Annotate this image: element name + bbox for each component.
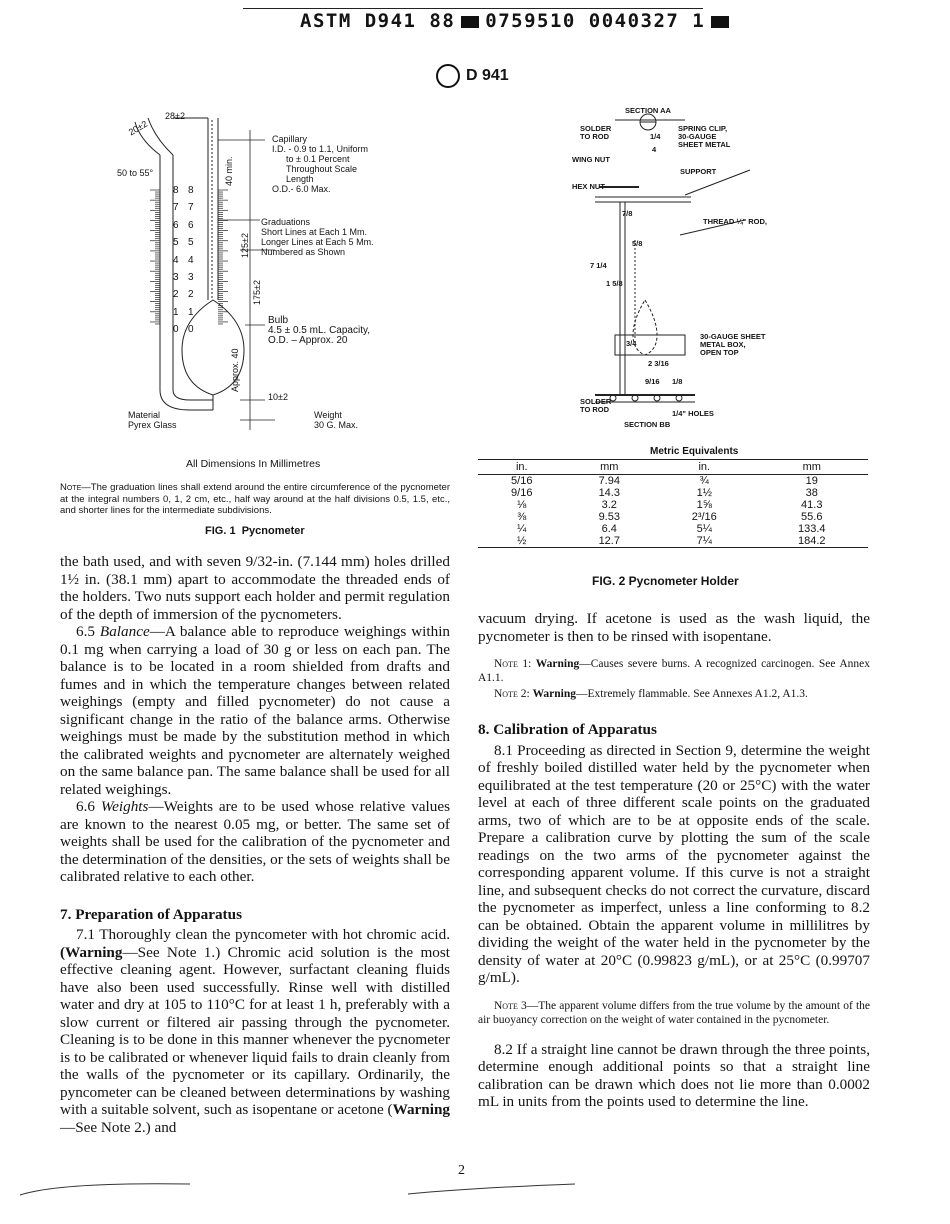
fig1-weight: Weight bbox=[314, 410, 342, 420]
fig2-dim-4: 4 bbox=[652, 145, 657, 154]
balance-term: Balance bbox=[99, 623, 150, 640]
metric-header-cell: in. bbox=[653, 460, 755, 475]
para-7-1-c: —See Note 2.) and bbox=[60, 1118, 177, 1136]
left-para-balance bbox=[60, 623, 450, 798]
para-7-1-b: —See Note 1.) Chromic acid solution is the most effective cleaning agent. However, surfactant cleaning fluids have also been used successfully. Rinse well with distilled water and dry at 105 to 110°C for at least 1 h, preferably with a slow current or filtered air passing through the pycnometer. Cleaning is to be done in this manner whenever the pycnometer is to be calibrated or whenever liquid fails to drain cleanly from the walls of the pycnometer or its capillary. Ordinarily, the pyncometer can be cleaned between determinations by washing with a suitable solvent, such as isopentane or acetone ( bbox=[60, 943, 450, 1118]
note-3-label: Note 3 bbox=[494, 999, 527, 1012]
fig2-to-rod-top: TO ROD bbox=[580, 132, 610, 141]
fig2-thread-rod: THREAD ¼" ROD, bbox=[703, 217, 767, 226]
metric-cell: 5/16 bbox=[511, 475, 533, 487]
fig2-holes: 1/4" HOLES bbox=[672, 409, 714, 418]
left-spacer bbox=[60, 886, 450, 906]
weights-num: 6.6 bbox=[76, 798, 95, 815]
note-1 bbox=[478, 657, 870, 685]
para-7-1-warning: (Warning bbox=[60, 943, 123, 961]
fig1-material-block bbox=[128, 410, 177, 430]
metric-row bbox=[478, 511, 868, 523]
fig2-to-rod-bottom: TO ROD bbox=[580, 405, 610, 414]
metric-cell: 133.4 bbox=[797, 523, 826, 535]
fig1-capillary-id: I.D. - 0.9 to 1.1, Uniform bbox=[272, 144, 369, 154]
fig1-angle1: 20±2 bbox=[126, 118, 150, 138]
fig2-solder-bottom: SOLDER bbox=[580, 397, 612, 406]
header-block-1 bbox=[461, 16, 479, 28]
right-scale-number: 4 bbox=[188, 254, 194, 266]
metric-cell: 184.2 bbox=[755, 535, 868, 548]
fig2-section-bb: SECTION BB bbox=[624, 420, 671, 429]
fig1-note bbox=[60, 482, 450, 517]
header-block-2 bbox=[711, 16, 729, 28]
fig2-sheet-box-block bbox=[700, 333, 765, 357]
fig1-bulb-od: O.D. – Approx. 20 bbox=[268, 335, 348, 346]
fig1-approx40: Approx. 40 bbox=[230, 348, 240, 392]
left-column bbox=[60, 553, 450, 1136]
metric-cell: ¼ bbox=[517, 523, 527, 535]
fig2-solder-top-block bbox=[580, 125, 611, 141]
notes-block bbox=[478, 657, 870, 701]
metric-header-cell: mm bbox=[755, 460, 868, 475]
fig2-dim-1-8: 1/8 bbox=[672, 377, 683, 386]
metric-cell: ¾ bbox=[699, 475, 709, 487]
right-para-8-2: 8.2 If a straight line cannot be drawn through the three points, determine enough additional points so that a straight line calibration can be drawn which does not lie more than 0.0002 mL in units from the points used to determine the line. bbox=[478, 1040, 870, 1110]
fig1-bulb-block bbox=[268, 316, 370, 346]
left-scale-number: 5 bbox=[173, 237, 179, 249]
balance-text: —A balance able to reproduce weighings within 0.1 mg when carrying a load of 30 g or less on each pan. The balance is to be located in a room shielded from drafts and fumes and in which the temperature changes between related weighings (empty and filled pycnometer) do not cause a significant change in the ratio of the balance arms. Otherwise weighings must be made by the substitution method in which the calibrated weights and pycnometer are alternately weighed on the same balance pan. The same balance shall be used for all related weighings. bbox=[60, 623, 451, 798]
right-para-8-1: 8.1 Proceeding as directed in Section 9, determine the weight of freshly boiled distilled water held by the pycnometer when equilibrated at the test temperature (20 or 25°C) with the water level at each of three different scale points on the graduated arms, two of which are to be at opposite ends of the scale. Prepare a calibration curve by plotting the sum of the scale readings on the two arms of the pycnometer against the corresponding apparent volume. If this curve is not a straight line, and subsequent checks do not correct the curvature, discard the pycnometer as imperfect, unless a line conforming to 8.2 can be obtained. Obtain the apparent volume in millilitres by dividing the weight of the water held in the pycnometer by the density of water at 20°C (0.99823 g/mL), or at 25°C (0.99707 g/mL). bbox=[478, 741, 870, 986]
left-scale-number: 4 bbox=[173, 254, 179, 266]
fig1-dim-40min: 40 min. bbox=[224, 156, 234, 186]
metric-header-row bbox=[478, 460, 868, 475]
metric-cell: 3.2 bbox=[601, 499, 617, 511]
footer-scribbles bbox=[0, 1170, 950, 1210]
right-scale-number: 8 bbox=[188, 185, 194, 196]
metric-cell: 1⅝ bbox=[696, 499, 712, 511]
fig2-spring-clip-block bbox=[678, 125, 730, 149]
note-1-text: —Causes severe burns. A recognized carcinogen. See Annex A1.1. bbox=[478, 658, 870, 684]
metric-header-cell: in. bbox=[478, 460, 566, 475]
note-3-block bbox=[478, 999, 870, 1027]
fig2-dim-7-8: 7/8 bbox=[622, 209, 633, 218]
metric-cell: 55.6 bbox=[801, 511, 823, 523]
fig1-weight-val: 30 G. Max. bbox=[314, 420, 359, 430]
metric-header-cell: mm bbox=[566, 460, 654, 475]
left-scale-number: 8 bbox=[173, 185, 179, 196]
fig2-solder-top: SOLDER bbox=[580, 124, 612, 133]
weights-text: —Weights are to be used whose relative values are known to the nearest 0.05 mg, or better. The same set of weights shall be used for the calibration of the pycnometer and the determination of the densities, or the sets of weights shall be calibrated relative to each other. bbox=[60, 798, 451, 885]
fig1-capillary-block bbox=[272, 134, 368, 194]
fig2-solder-bottom-block bbox=[580, 398, 611, 414]
fig1-graduations-block bbox=[261, 217, 374, 257]
fig2-section-aa: SECTION AA bbox=[625, 106, 671, 115]
left-scale-number: 2 bbox=[173, 289, 179, 301]
fig2-sheet-box2: METAL BOX, bbox=[700, 340, 746, 349]
metric-row bbox=[478, 487, 868, 499]
right-scale-number: 6 bbox=[188, 219, 194, 231]
left-scale-number: 3 bbox=[173, 272, 179, 283]
metric-cell: 9/16 bbox=[511, 487, 533, 499]
fig1-dim-125: 125±2 bbox=[240, 233, 250, 258]
fig1-dim-175: 175±2 bbox=[252, 280, 262, 305]
metric-cell: 6.4 bbox=[601, 523, 617, 535]
fig1-caption-prefix: FIG. 1 bbox=[205, 525, 236, 537]
metric-cell: ½ bbox=[478, 535, 566, 548]
fig2-gauge30: 30-GAUGE bbox=[678, 132, 717, 141]
right-scale-number: 2 bbox=[188, 289, 194, 301]
right-spacer bbox=[478, 703, 870, 721]
fig2-dim-2-3-16: 2 3/16 bbox=[648, 359, 669, 368]
para-7-1-a: 7.1 Thoroughly clean the pyncometer with hot chromic acid. bbox=[76, 926, 450, 943]
balance-num: 6.5 bbox=[76, 623, 95, 640]
fig1-capillary-scale: Throughout Scale bbox=[286, 164, 358, 174]
metric-table bbox=[478, 459, 868, 548]
fig1-bulb: Bulb bbox=[268, 315, 289, 326]
fig2-wing-nut: WING NUT bbox=[572, 155, 610, 164]
metric-cell: 19 bbox=[805, 475, 818, 487]
metric-cell: ⅜ bbox=[517, 511, 527, 523]
fig2-dim-7-1-4: 7 1/4 bbox=[590, 261, 607, 270]
header-code-left: ASTM D941 88 bbox=[300, 10, 456, 32]
fig1-grad-num: Numbered as Shown bbox=[261, 247, 346, 257]
right-para-1: vacuum drying. If acetone is used as the wash liquid, the pycnometer is then to be rinsed with isopentane. bbox=[478, 610, 870, 645]
metric-row bbox=[478, 499, 868, 511]
fig1-weight-block bbox=[314, 410, 358, 430]
fig2-sheet-box3: OPEN TOP bbox=[700, 348, 739, 357]
fig2-diagram bbox=[575, 100, 805, 430]
metric-cell: 14.3 bbox=[598, 487, 620, 499]
header-code-right: 0759510 0040327 1 bbox=[485, 10, 706, 32]
fig2-sheet-metal: SHEET METAL bbox=[678, 140, 731, 149]
fig2-spring-clip: SPRING CLIP, bbox=[678, 124, 728, 133]
metric-cell: 38 bbox=[805, 487, 818, 499]
left-scale-number: 1 bbox=[173, 306, 179, 318]
metric-cell: 12.7 bbox=[566, 535, 654, 548]
fig2-support: SUPPORT bbox=[680, 167, 717, 176]
fig1-material-val: Pyrex Glass bbox=[128, 420, 177, 430]
fig1-capillary: Capillary bbox=[272, 134, 308, 144]
section-8-heading: 8. Calibration of Apparatus bbox=[478, 721, 657, 738]
header-rule bbox=[243, 8, 703, 9]
metric-row bbox=[478, 475, 868, 488]
note-2-text: —Extremely flammable. See Annexes A1.2, A1.3. bbox=[576, 688, 808, 700]
fig2-dim-1-4: 1/4 bbox=[650, 132, 661, 141]
note-2 bbox=[478, 687, 870, 701]
fig1-note-prefix: Note bbox=[60, 482, 82, 493]
note-1-label: Note 1: bbox=[494, 658, 532, 670]
fig1-capillary-od: O.D.- 6.0 Max. bbox=[272, 184, 331, 194]
metric-cell: 5¼ bbox=[696, 523, 712, 535]
section-7-heading: 7. Preparation of Apparatus bbox=[60, 905, 242, 923]
header-code bbox=[300, 10, 735, 32]
fig2-dim-9-16: 9/16 bbox=[645, 377, 660, 386]
metric-cell: 2³/16 bbox=[691, 511, 717, 523]
metric-title: Metric Equivalents bbox=[650, 446, 739, 457]
right-scale-number: 7 bbox=[188, 202, 194, 214]
bottom-connector-2 bbox=[173, 390, 213, 400]
fig1-angle2: 50 to 55° bbox=[117, 168, 154, 178]
para-7-1-warning-2: Warning bbox=[392, 1101, 450, 1118]
metric-row bbox=[478, 523, 868, 535]
fig2-dim-3-4: 3/4 bbox=[626, 339, 637, 348]
page-number: 2 bbox=[458, 1163, 465, 1178]
designation-text: D 941 bbox=[466, 67, 509, 85]
right-scale-number: 0 bbox=[188, 324, 194, 336]
right-scale-number: 1 bbox=[188, 306, 194, 318]
left-para-1: the bath used, and with seven 9/32-in. (7.144 mm) holes drilled 1½ in. (38.1 mm) apart to accommodate the threaded ends of the holders. Two nuts support each holder and permit regulation of the depth of immersion of the pycnometers. bbox=[60, 553, 450, 623]
fig1-graduations: Graduations bbox=[261, 217, 311, 227]
right-column bbox=[478, 610, 870, 1111]
fig1-material: Material bbox=[128, 410, 161, 420]
note-1-warning: Warning bbox=[535, 658, 580, 670]
fig1-caption-title: Pycnometer bbox=[241, 525, 305, 537]
fig1-caption bbox=[205, 525, 305, 537]
fig1-grad-long: Longer Lines at Each 5 Mm. bbox=[261, 237, 374, 247]
note-2-label: Note 2: bbox=[494, 688, 530, 700]
note-3-text: —The apparent volume differs from the true volume by the amount of the air buoyancy correction on the weight of water contained in the pycnometer. bbox=[478, 999, 870, 1026]
metric-cell: 7.94 bbox=[598, 475, 620, 487]
metric-cell: 1½ bbox=[696, 487, 712, 499]
right-scale-number: 5 bbox=[188, 237, 194, 249]
fig2-sheet-box1: 30-GAUGE SHEET bbox=[700, 332, 766, 341]
fig1-bulb-cap: 4.5 ± 0.5 mL. Capacity, bbox=[268, 325, 371, 336]
left-arm-bend-2 bbox=[148, 118, 173, 155]
left-para-7-1 bbox=[60, 926, 450, 1136]
fig2-dim-5-8: 5/8 bbox=[632, 239, 643, 248]
metric-cell: 41.3 bbox=[801, 499, 823, 511]
fig2-dim-1-5-8: 1 5/8 bbox=[606, 279, 623, 288]
astm-logo-icon bbox=[436, 64, 460, 88]
note-3 bbox=[478, 999, 870, 1027]
metric-cell: 7¼ bbox=[653, 535, 755, 548]
fig1-capillary-tol: to ± 0.1 Percent bbox=[286, 154, 350, 164]
metric-cell: 9.53 bbox=[598, 511, 620, 523]
fig1-capillary-len: Length bbox=[286, 174, 314, 184]
metric-row bbox=[478, 535, 868, 548]
designation bbox=[436, 64, 509, 88]
metric-cell: ⅛ bbox=[517, 499, 527, 511]
fig2-hex-nut: HEX NUT bbox=[572, 182, 605, 191]
fig1-note-text: —The graduation lines shall extend around the entire circumference of the pycnometer at the integral numbers 0, 1, 2 cm, etc., half way around at the half divisions 0.5, 1.5, etc., and shorter lines for the intermediate subdivisions. bbox=[60, 482, 450, 516]
left-scale-number: 6 bbox=[173, 219, 179, 231]
left-scale-number: 7 bbox=[173, 202, 179, 214]
right-scale-number: 3 bbox=[188, 272, 194, 283]
weights-term: Weights bbox=[100, 798, 149, 815]
left-para-weights bbox=[60, 798, 450, 886]
fig1-top-dim: 28±2 bbox=[165, 111, 185, 121]
fig1-grad-short: Short Lines at Each 1 Mm. bbox=[261, 227, 368, 237]
fig1-dims-note: All Dimensions In Millimetres bbox=[186, 458, 321, 470]
fig1-dim-10: 10±2 bbox=[268, 392, 288, 402]
fig2-caption: FIG. 2 Pycnometer Holder bbox=[592, 574, 739, 588]
left-scale-number: 0 bbox=[173, 324, 179, 336]
note-2-warning: Warning bbox=[532, 688, 577, 700]
